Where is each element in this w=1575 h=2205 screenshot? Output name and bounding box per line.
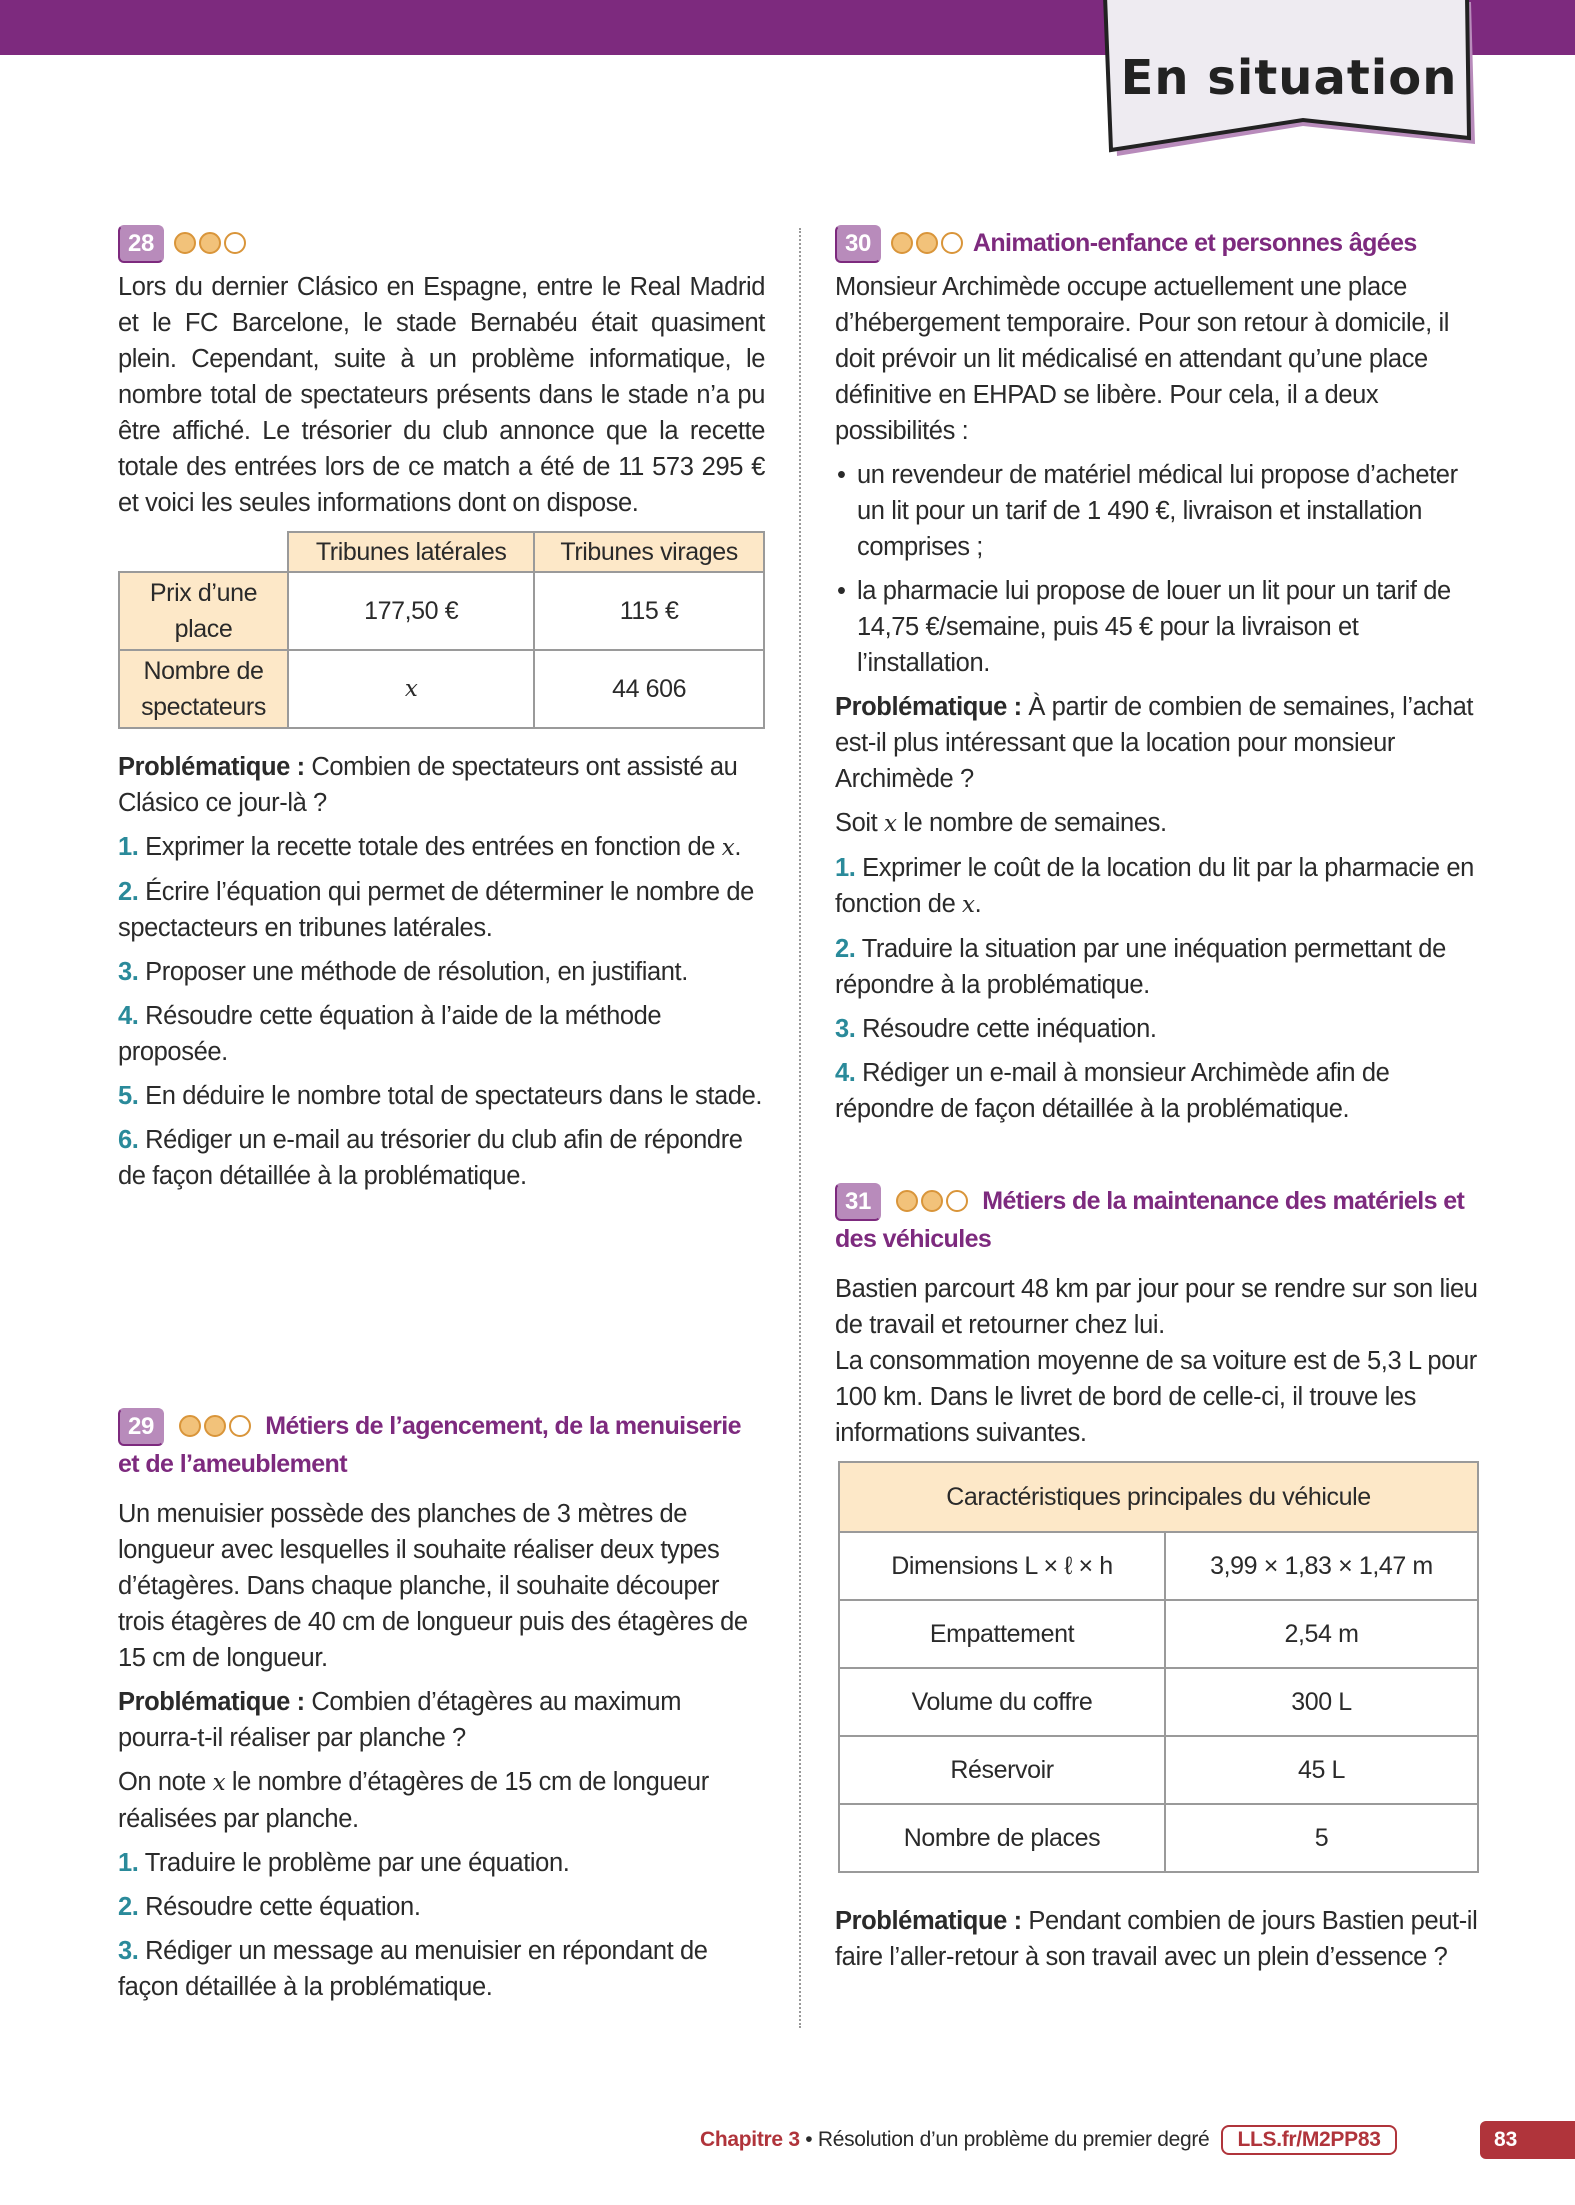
question: 3. Proposer une méthode de résolution, en justifiant.: [118, 958, 688, 986]
exercise-intro: Un menuisier possède des planches de 3 mètres de longueur avec lesquelles il souhaite réaliser deux types d’étagères. Dans chaque planche, il souhaite découper trois étagères de 40 cm de longueur puis des étagères de 15 cm de longueur.: [118, 1500, 748, 1672]
exercise-intro: Bastien parcourt 48 km par jour pour se rendre sur son lieu de travail et retourner chez lui.: [835, 1275, 1478, 1339]
table-cell: Nombre de places: [839, 1804, 1165, 1872]
table-title: Caractéristiques principales du véhicule: [839, 1462, 1478, 1532]
table-cell: Empattement: [839, 1600, 1165, 1668]
question: 2. Écrire l’équation qui permet de déterminer le nombre de spectacteurs en tribunes latérales.: [118, 878, 754, 942]
ticket-table: [118, 531, 765, 729]
table-cell: 5: [1165, 1804, 1478, 1872]
question: 5. En déduire le nombre total de spectateurs dans le stade.: [118, 1082, 763, 1110]
exercise-30: [835, 225, 1478, 1135]
page-number: 83: [1480, 2121, 1575, 2159]
problem-statement: Problématique : Combien d’étagères au maximum pourra-t-il réaliser par planche ?: [118, 1688, 682, 1752]
table-cell: 44 606: [534, 650, 764, 728]
chapter-title: Résolution d’un problème du premier degré: [817, 2128, 1210, 2151]
page-footer: [700, 2125, 1397, 2155]
problem-statement: Problématique : Combien de spectateurs ont assisté au Clásico ce jour-là ?: [118, 753, 738, 817]
exercise-title: Métiers de l’agencement, de la menuiserie et de l’ameublement: [118, 1412, 741, 1478]
exercise-title: Métiers de la maintenance des matériels et des véhicules: [835, 1187, 1465, 1253]
vehicle-table: [838, 1461, 1479, 1873]
column-header: Tribunes virages: [534, 532, 764, 572]
exercise-intro: Monsieur Archimède occupe actuellement une place d’hébergement temporaire. Pour son retour à domicile, il doit prévoir un lit médicalisé en attendant qu’une place définitive en EHPAD se libère. Pour cela, il a deux possibilités :: [835, 273, 1450, 445]
question: 3. Rédiger un message au menuisier en répondant de façon détaillée à la problématique.: [118, 1937, 708, 2001]
separator: •: [799, 2128, 818, 2151]
question: 6. Rédiger un e-mail au trésorier du club afin de répondre de façon détaillée à la problématique.: [118, 1126, 743, 1190]
table-cell: Volume du coffre: [839, 1668, 1165, 1736]
variable-note: On note x le nombre d’étagères de 15 cm de longueur réalisées par planche.: [118, 1768, 709, 1833]
row-header: Prix d’une place: [119, 572, 288, 650]
problem-statement: Problématique : À partir de combien de semaines, l’achat est-il plus intéressant que la location pour monsieur Archimède ?: [835, 693, 1474, 793]
table-cell: x: [288, 650, 534, 728]
question: 1. Exprimer le coût de la location du lit par la pharmacie en fonction de x.: [835, 854, 1474, 918]
exercise-number: 30: [835, 225, 881, 263]
variable-note: Soit x le nombre de semaines.: [835, 809, 1167, 837]
difficulty-dots-icon: [896, 1183, 968, 1219]
exercise-29: [118, 1408, 765, 2013]
list-item: • la pharmacie lui propose de louer un lit pour un tarif de 14,75 €/semaine, puis 45 € pour la livraison et l’installation.: [835, 573, 1478, 681]
banner-title: En situation: [1120, 50, 1458, 106]
exercise-number: 29: [118, 1408, 164, 1446]
table-cell: 300 L: [1165, 1668, 1478, 1736]
column-divider: [799, 228, 801, 2028]
difficulty-dots-icon: [174, 225, 246, 261]
question: 4. Résoudre cette équation à l’aide de la méthode proposée.: [118, 1002, 662, 1066]
table-cell: 177,50 €: [288, 572, 534, 650]
chapter-label: Chapitre 3: [700, 2128, 800, 2151]
column-header: Tribunes latérales: [288, 532, 534, 572]
row-header: Nombre de spectateurs: [119, 650, 288, 728]
exercise-number: 28: [118, 225, 164, 263]
options-list: [835, 457, 1478, 681]
difficulty-dots-icon: [179, 1408, 251, 1444]
table-cell: 45 L: [1165, 1736, 1478, 1804]
exercise-31: [835, 1183, 1478, 1983]
question: 4. Rédiger un e-mail à monsieur Archimède afin de répondre de façon détaillée à la problématique.: [835, 1059, 1390, 1123]
exercise-title: Animation-enfance et personnes âgées: [972, 229, 1417, 257]
difficulty-dots-icon: [891, 225, 963, 261]
question: 2. Traduire la situation par une inéquation permettant de répondre à la problématique.: [835, 935, 1446, 999]
table-cell: 115 €: [534, 572, 764, 650]
question: 1. Exprimer la recette totale des entrées en fonction de x.: [118, 833, 741, 861]
exercise-intro: Lors du dernier Clásico en Espagne, entre le Real Madrid et le FC Barcelone, le stade Bernabéu était quasiment plein. Cependant, suite à un problème informatique, le nombre total de spectateurs présents dans le stade n’a pu être affiché. Le trésorier du club annonce que la recette totale des entrées lors de ce match a été de 11 573 295 € et voici les seules informations dont on dispose.: [118, 273, 765, 517]
resource-link[interactable]: LLS.fr/M2PP83: [1221, 2125, 1396, 2155]
table-cell: 2,54 m: [1165, 1600, 1478, 1668]
exercise-intro: La consommation moyenne de sa voiture est de 5,3 L pour 100 km. Dans le livret de bord de celle-ci, il trouve les informations suivantes.: [835, 1347, 1477, 1447]
exercise-28: [118, 225, 765, 1202]
exercise-number: 31: [835, 1183, 881, 1221]
question: 2. Résoudre cette équation.: [118, 1893, 421, 1921]
section-banner: [1103, 0, 1475, 154]
table-cell: 3,99 × 1,83 × 1,47 m: [1165, 1532, 1478, 1600]
table-cell: Dimensions L × ℓ × h: [839, 1532, 1165, 1600]
list-item: • un revendeur de matériel médical lui propose d’acheter un lit pour un tarif de 1 490 €, livraison et installation comprises ;: [835, 457, 1478, 565]
table-cell: Réservoir: [839, 1736, 1165, 1804]
question: 3. Résoudre cette inéquation.: [835, 1015, 1157, 1043]
problem-statement: Problématique : Pendant combien de jours Bastien peut-il faire l’aller-retour à son travail avec un plein d’essence ?: [835, 1907, 1478, 1971]
question: 1. Traduire le problème par une équation.: [118, 1849, 570, 1877]
